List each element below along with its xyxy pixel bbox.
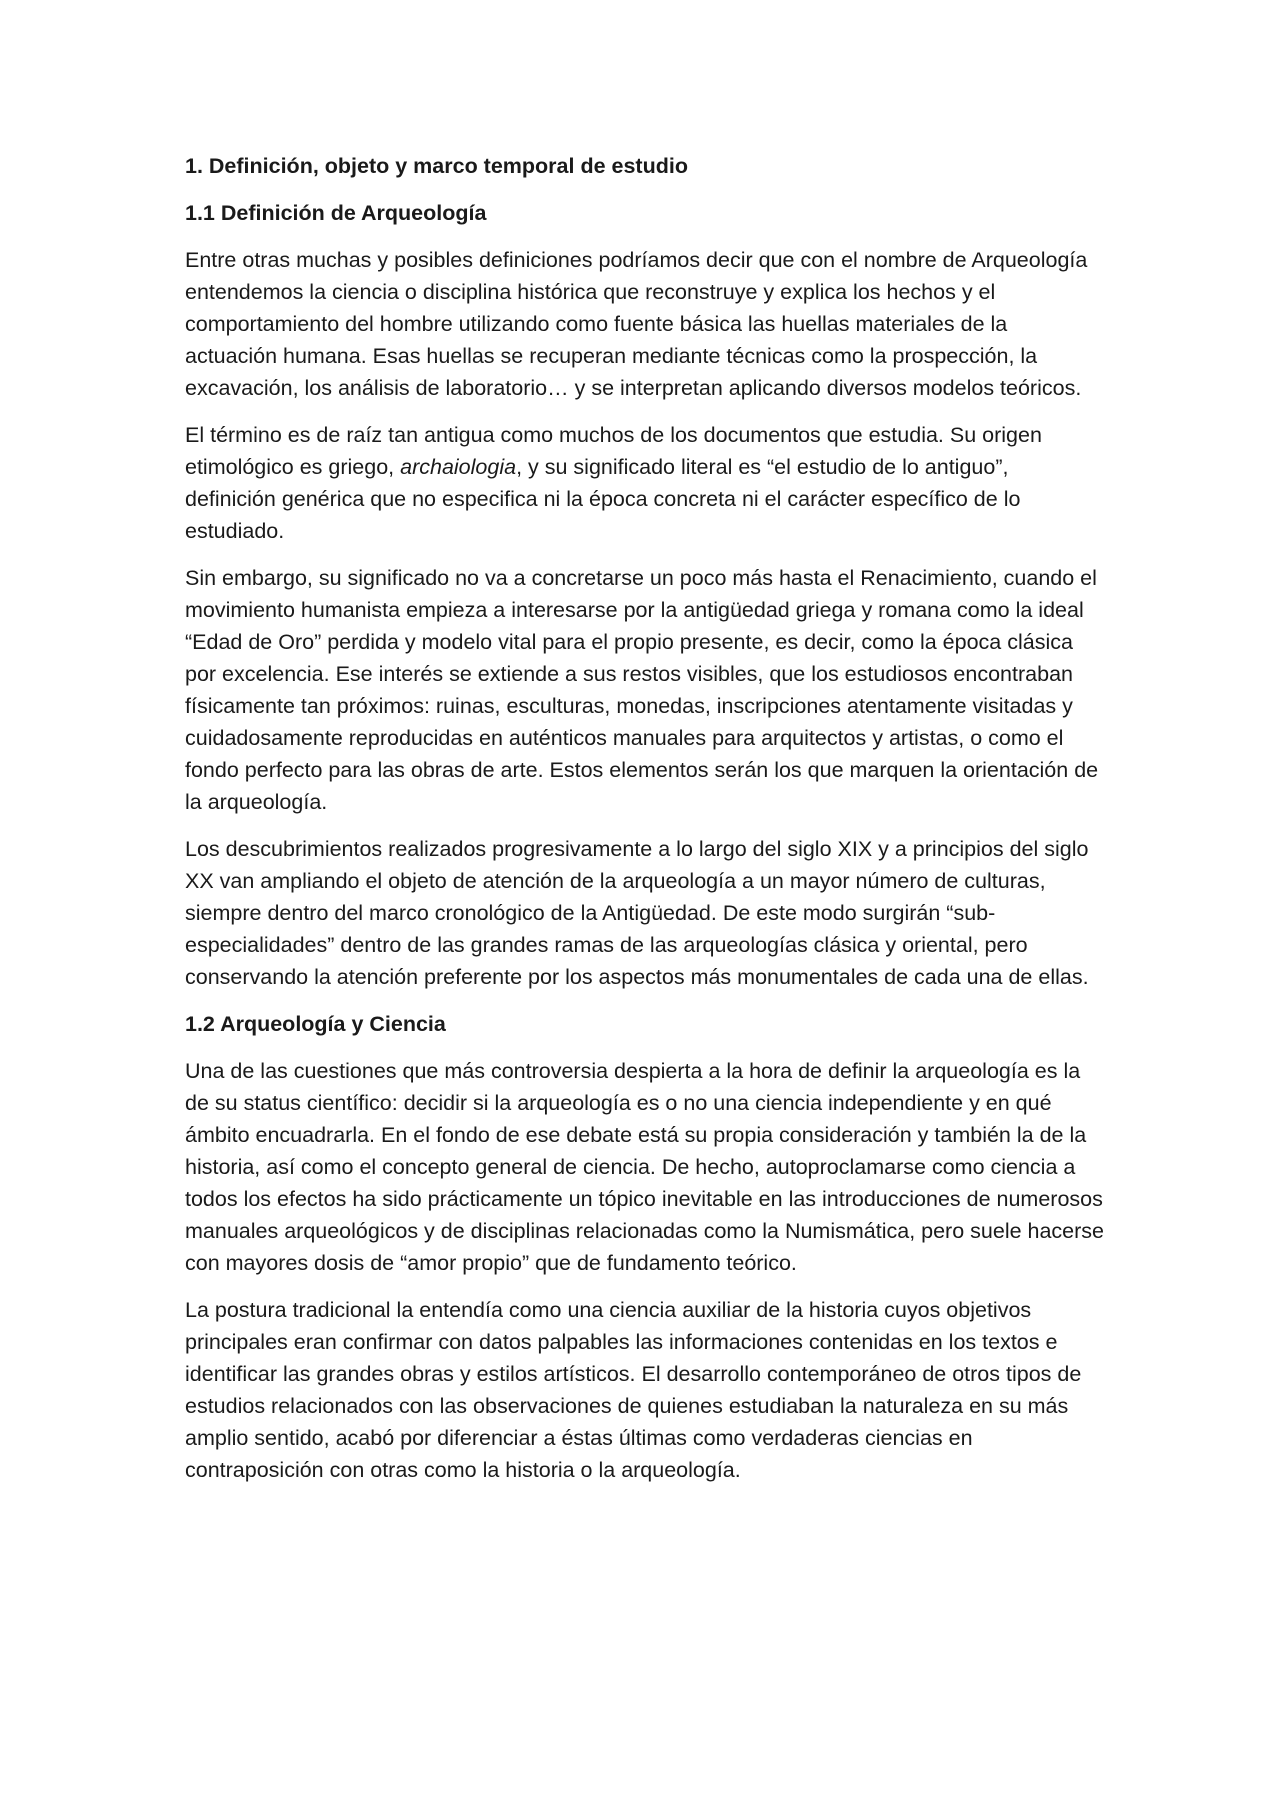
subsection-title-ciencia: 1.2 Arqueología y Ciencia: [185, 1012, 446, 1036]
section-title: 1. Definición, objeto y marco temporal de estudio: [185, 154, 688, 178]
paragraph-6: La postura tradicional la entendía como una ciencia auxiliar de la historia cuyos objetivos principales eran confirmar con datos palpables las informaciones contenidas en los textos e identificar las grandes obras y estilos artísticos. El desarrollo contemporáneo de otros tipos de estudios relacionados con las observaciones de quienes estudiaban la naturaleza en su más amplio sentido, acabó por diferenciar a éstas últimas como verdaderas ciencias en contraposición con otras como la historia o la arqueología.: [185, 1298, 1082, 1482]
document-body: [185, 150, 1105, 1501]
paragraph-2-italic-term: archaiologia: [400, 455, 517, 479]
subsection-title-definicion: 1.1 Definición de Arqueología: [185, 201, 487, 225]
paragraph-2-text-a: El término es de raíz tan antigua como muchos de los documentos que estudia. Su origen etimológico es griego,: [185, 423, 1042, 479]
paragraph-5: Una de las cuestiones que más controversia despierta a la hora de definir la arqueología es la de su status científico: decidir si la arqueología es o no una ciencia independiente y en qué ámbito encuadrarla. En el fondo de ese debate está su propia consideración y también la de la historia, así como el concepto general de ciencia. De hecho, autoproclamarse como ciencia a todos los efectos ha sido prácticamente un tópico inevitable en las introducciones de numerosos manuales arqueológicos y de disciplinas relacionadas como la Numismática, pero suele hacerse con mayores dosis de “amor propio” que de fundamento teórico.: [185, 1059, 1105, 1275]
paragraph-1: Entre otras muchas y posibles definiciones podríamos decir que con el nombre de Arqueología entendemos la ciencia o disciplina histórica que reconstruye y explica los hechos y el comportamiento del hombre utilizando como fuente básica las huellas materiales de la actuación humana. Esas huellas se recuperan mediante técnicas como la prospección, la excavación, los análisis de laboratorio… y se interpretan aplicando diversos modelos teóricos.: [185, 248, 1088, 400]
paragraph-2: [185, 419, 1105, 547]
paragraph-2-text-b: , y su significado literal es “el estudio de lo antiguo”, definición genérica que no especifica ni la época concreta ni el carácter específico de lo estudiado.: [185, 455, 1021, 543]
paragraph-4: Los descubrimientos realizados progresivamente a lo largo del siglo XIX y a principios del siglo XX van ampliando el objeto de atención de la arqueología a un mayor número de culturas, siempre dentro del marco cronológico de la Antigüedad. De este modo surgirán “sub-especialidades” dentro de las grandes ramas de las arqueologías clásica y oriental, pero conservando la atención preferente por los aspectos más monumentales de cada una de ellas.: [185, 837, 1089, 989]
paragraph-3: Sin embargo, su significado no va a concretarse un poco más hasta el Renacimiento, cuando el movimiento humanista empieza a interesarse por la antigüedad griega y romana como la ideal “Edad de Oro” perdida y modelo vital para el propio presente, es decir, como la época clásica por excelencia. Ese interés se extiende a sus restos visibles, que los estudiosos encontraban físicamente tan próximos: ruinas, esculturas, monedas, inscripciones atentamente visitadas y cuidadosamente reproducidas en auténticos manuales para arquitectos y artistas, o como el fondo perfecto para las obras de arte. Estos elementos serán los que marquen la orientación de la arqueología.: [185, 566, 1099, 814]
